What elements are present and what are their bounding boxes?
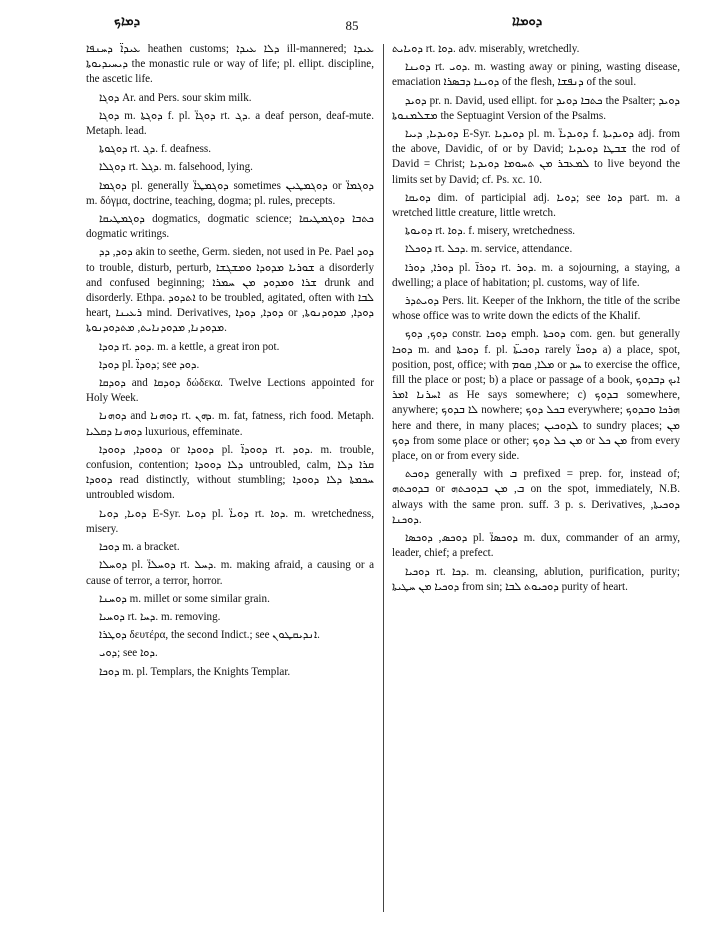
running-head-left: ܕܡܐܟ — [114, 14, 140, 29]
dictionary-entry: ܕܘܝܬܕܪ Pers. lit. Keeper of the Inkhorn, the title of the scribe whose office was to write down the edicts of the Khalif. — [392, 295, 680, 323]
dictionary-entry: ܕܘܛܪܐ δευτέρα, the second Indict.; see ܐܢܕܝܩܛܘܢ. — [99, 629, 320, 642]
dictionary-entry: ܕܘܟܣ, ܕܘܟܣܐ pl. ܕܘܟܣܐ̈ m. dux, commander of an army, leader, chief; a prefect. — [392, 532, 681, 560]
column-divider — [383, 44, 384, 912]
dictionary-entry: ܕܘܝܕ pr. n. David, used ellipt. for ܟܬܒܐ ܕܘܝܕ the Psalter; ܕܘܝܕ ܡܫܠܡܢܘܬܐ the Septuagint Version of the Psalms. — [392, 94, 681, 122]
dictionary-entry: ܕܘܝܢܐ rt. ܕܘܝ. m. wasting away or pining, wasting disease, emaciation ܕܘܝܢܐ ܕܒܣܪܐ of the flesh, ܕܢܦܫܐ of the soul. — [392, 61, 680, 89]
dictionary-entry: ܕܘܝܩܐ dim. of participial adj. ܕܘܝܐ; see ܕܘܐ part. m. a wretched little creature, little wretch. — [392, 191, 681, 220]
dictionary-entry: ܕܘܗܢܐ and ܕܘܗܢܐ rt. ܕܗܢ. m. fat, fatness, rich food. Metaph. ܕܘܗܢܐ ܕܩܠܝܐ luxurious, effeminate. — [86, 410, 374, 438]
dictionary-entry: ܕܘܓܘܬܐ rt. ܕܓ. f. deafness. — [99, 143, 212, 156]
right-column — [392, 42, 680, 598]
dictionary-entry: ܕܘܝܐܝܬ rt. ܕܘܐ. adv. miserably, wretchedly. — [392, 43, 580, 55]
dictionary-entry: ܕܘܚܠܐ pl. ܕܘܚܠܐ̈ rt. ܕܚܠ. m. making afraid, a causing or a cause of terror, a terror, horror. — [86, 559, 375, 587]
dictionary-entry: ܕܘܟܐ m. a bracket. — [99, 541, 180, 554]
dictionary-entry: ܥܝܕܐ̈ ܕܚܢܦܐ heathen customs; ܕܠܐ ܥܝܕܐ ill-mannered; ܥܝܕܐ ܕܝܚܝܕܝܘܬܐ the monastic rule or way of life; pl. ellipt. discipline, the ascetic life. — [86, 43, 374, 86]
dictionary-entry: ܕܘܟܐ m. pl. Templars, the Knights Templar. — [99, 665, 291, 678]
dictionary-entry: ܕܘܝܕܝܐ, ܕܝܝܐ E-Syr. ܕܘܝܕܝܐ pl. m. ܕܘܝܕܝܐ̈ f. ܕܘܝܕܝܬܐ adj. from the above, Davidic, of or by David; ܫܒܛܐ ܕܘܝܕܝܐ the rod of David = Christ; ܠܡܥܒܪ ܡܢ ܬܚܘܡܐ ܕܘܝܕܝܐ to live beyond the limits set by David; cf. Ps. xc. 10. — [392, 128, 680, 186]
dictionary-entry: ܕܘܓܐ Ar. and Pers. sour skim milk. — [99, 91, 252, 104]
page-number: 85 — [345, 18, 359, 33]
dictionary-entry: ܕܘܟ, ܕܘܟ constr. ܕܘܟܐ emph. ܕܘܟܬܐ com. gen. but generally ܕܘܟܐ m. and ܕܘܟܬܐ f. pl. ܕܘܟܝܬܐ̈ rarely ܕܘܟܐ̈ a) a place, spot, position, post, office; with ܡܠܐ, ܩܘܡ or ܚܕ to exercise the office, fill the place or post; b) a place or passage of a book, ܐܝܟ ܕܒܕܘܟ ܐܚܪܢܐ ܐܡܪ as He says somewhere; c) ܒܕܘܟ somewhere, anywhere; ܠܐ ܒܕܘܟ nowhere; ܒܟܠ ܕܘܟ everywhere; ܗܪܟܐ ܘܒܕܘܟ here and there, in many places; ܠܕܘܟܝܢ to sundry places; ܡܢ ܕܘܟ from some place or other; ܡܢ ܟܠ ܕܘܟ or ܡܢ ܟܠ from every place, on or from every side. — [392, 328, 681, 463]
dictionary-entry: ܕܘܕ, ܕܕ akin to seethe, Germ. sieden, not used in Pe. Pael ܕܘܕ to trouble, disturb, perturb, ܫܘܪܝܐ ܡܕܘܕܐ ܘܡܫܓܫܐ a disorderly and confused beginning; ܫܪܐ ܘܡܕܘܕ ܡܢ ܚܡܪܐ drunk and disorderly. Ethpa. ܐܬܕܘܕ to be troubled, agitated, often with ܠܒܐ heart, ܪܥܝܢܐ mind. Derivatives, ܕܘܕܐ, ܕܘܕܐ or ܕܘܕܐ, ܡܕܘܕܢܘܬܐ, ܡܕܘܕܢܐ, ܡܕܘܕܢܐܝܬ, ܡܬܕܘܕܢܘܬܐ. — [86, 246, 375, 335]
dictionary-entry: ܕܘܘܕܐ, ܕܘܘܕܐ or ܕܘܘܕܐ pl. ܕܘܘܕܐ̈ rt. ܕܘܕ. m. trouble, confusion, contention; ܕܠܐ ܕܘܘܕܐ untroubled, calm, ܩܪܐ ܕܠܐ ܕܘܘܕܐ read distinctly, without stumbling; ܚܟܡܬܐ ܕܠܐ ܕܘܘܕܐ untroubled wisdom. — [86, 443, 375, 502]
running-head-right: ܕܘܡܐܐ — [512, 14, 543, 29]
dictionary-entry: ܕܘܟܬ generally with ܒ prefixed = prep. for, instead of; ܒܕܘܟܬܗ or ܒ, ܡܢ ܒܕܘܟܬܗ on the spot, immediately, N.B. always with the same pron. suff. 3 p. s. Derivatives, ܕܘܟܝܬܐ, ܕܘܟܢܐ. — [392, 468, 681, 526]
left-column — [86, 42, 374, 683]
dictionary-entry: ܕܘܓܡܐ pl. generally ܕܘܓܡܛܐ̈ sometimes ܕܘܓܡܛܝܢ or ܕܘܓܡܐ̈ m. δόγμα, doctrine, teaching, dogma; pl. rules, precepts. — [86, 179, 374, 207]
dictionary-entry: ܕܘܪܐ, ܕܘܪܐ pl. ܕܘܪܐ̈ rt. ܕܘܪ. m. a sojourning, a staying, a dwelling; a place of habitation; pl. customs, way of life. — [392, 261, 680, 289]
dictionary-entry: ܕܘܓܠܐ rt. ܕܓܠ. m. falsehood, lying. — [99, 161, 253, 174]
dictionary-entry: ܕܘܝܐ, ܕܘܝܐ E-Syr. ܕܘܝܐ pl. ܕܘܝܐ̈ rt. ܕܘܐ. m. wretchedness, misery. — [86, 507, 375, 535]
dictionary-entry: ܕܘܚܢܐ m. millet or some similar grain. — [99, 592, 270, 605]
dictionary-entry: ܕܘܕܐ rt. ܕܘܕ. m. a kettle, a great iron pot. — [99, 340, 280, 353]
dictionary-entry: ܕܘܝ; see ܕܘܐ. — [99, 647, 158, 660]
dictionary-entry: ܕܘܝܘܬܐ rt. ܕܘܐ. f. misery, wretchedness. — [405, 225, 576, 238]
dictionary-entry: ܕܘܚܝܐ rt. ܕܚܐ. m. removing. — [99, 610, 221, 623]
dictionary-entry: ܕܘܓܡܛܝܩܐ dogmatics, dogmatic science; ܟܬܒܐ ܕܘܓܡܛܝܩܐ dogmatic writings. — [86, 213, 374, 241]
dictionary-entry: ܕܘܓܐ m. ܕܘܓܬܐ f. pl. ܕܘܓܐ̈ rt. ܕܓ. a deaf person, deaf-mute. Metaph. lead. — [86, 109, 374, 138]
dictionary-entry: ܕܘܕܩܐ and ܕܘܕܩܐ δώδεκα. Twelve Lections appointed for Holy Week. — [86, 377, 374, 405]
dictionary-entry: ܕܘܟܝܐ rt. ܕܟܐ. m. cleansing, ablution, purification, purity; ܕܘܟܝܐ ܡܢ ܚܛܝܬܐ from sin; ܕܘܟܝܘܬ ܠܒܐ purity of heart. — [392, 565, 680, 593]
dictionary-entry: ܕܘܟܠܐ rt. ܕܟܠ. m. service, attendance. — [405, 243, 573, 256]
dictionary-entry: ܕܘܕܐ pl. ܕܘܕܐ̈; see ܕܘܕ. — [99, 358, 200, 371]
